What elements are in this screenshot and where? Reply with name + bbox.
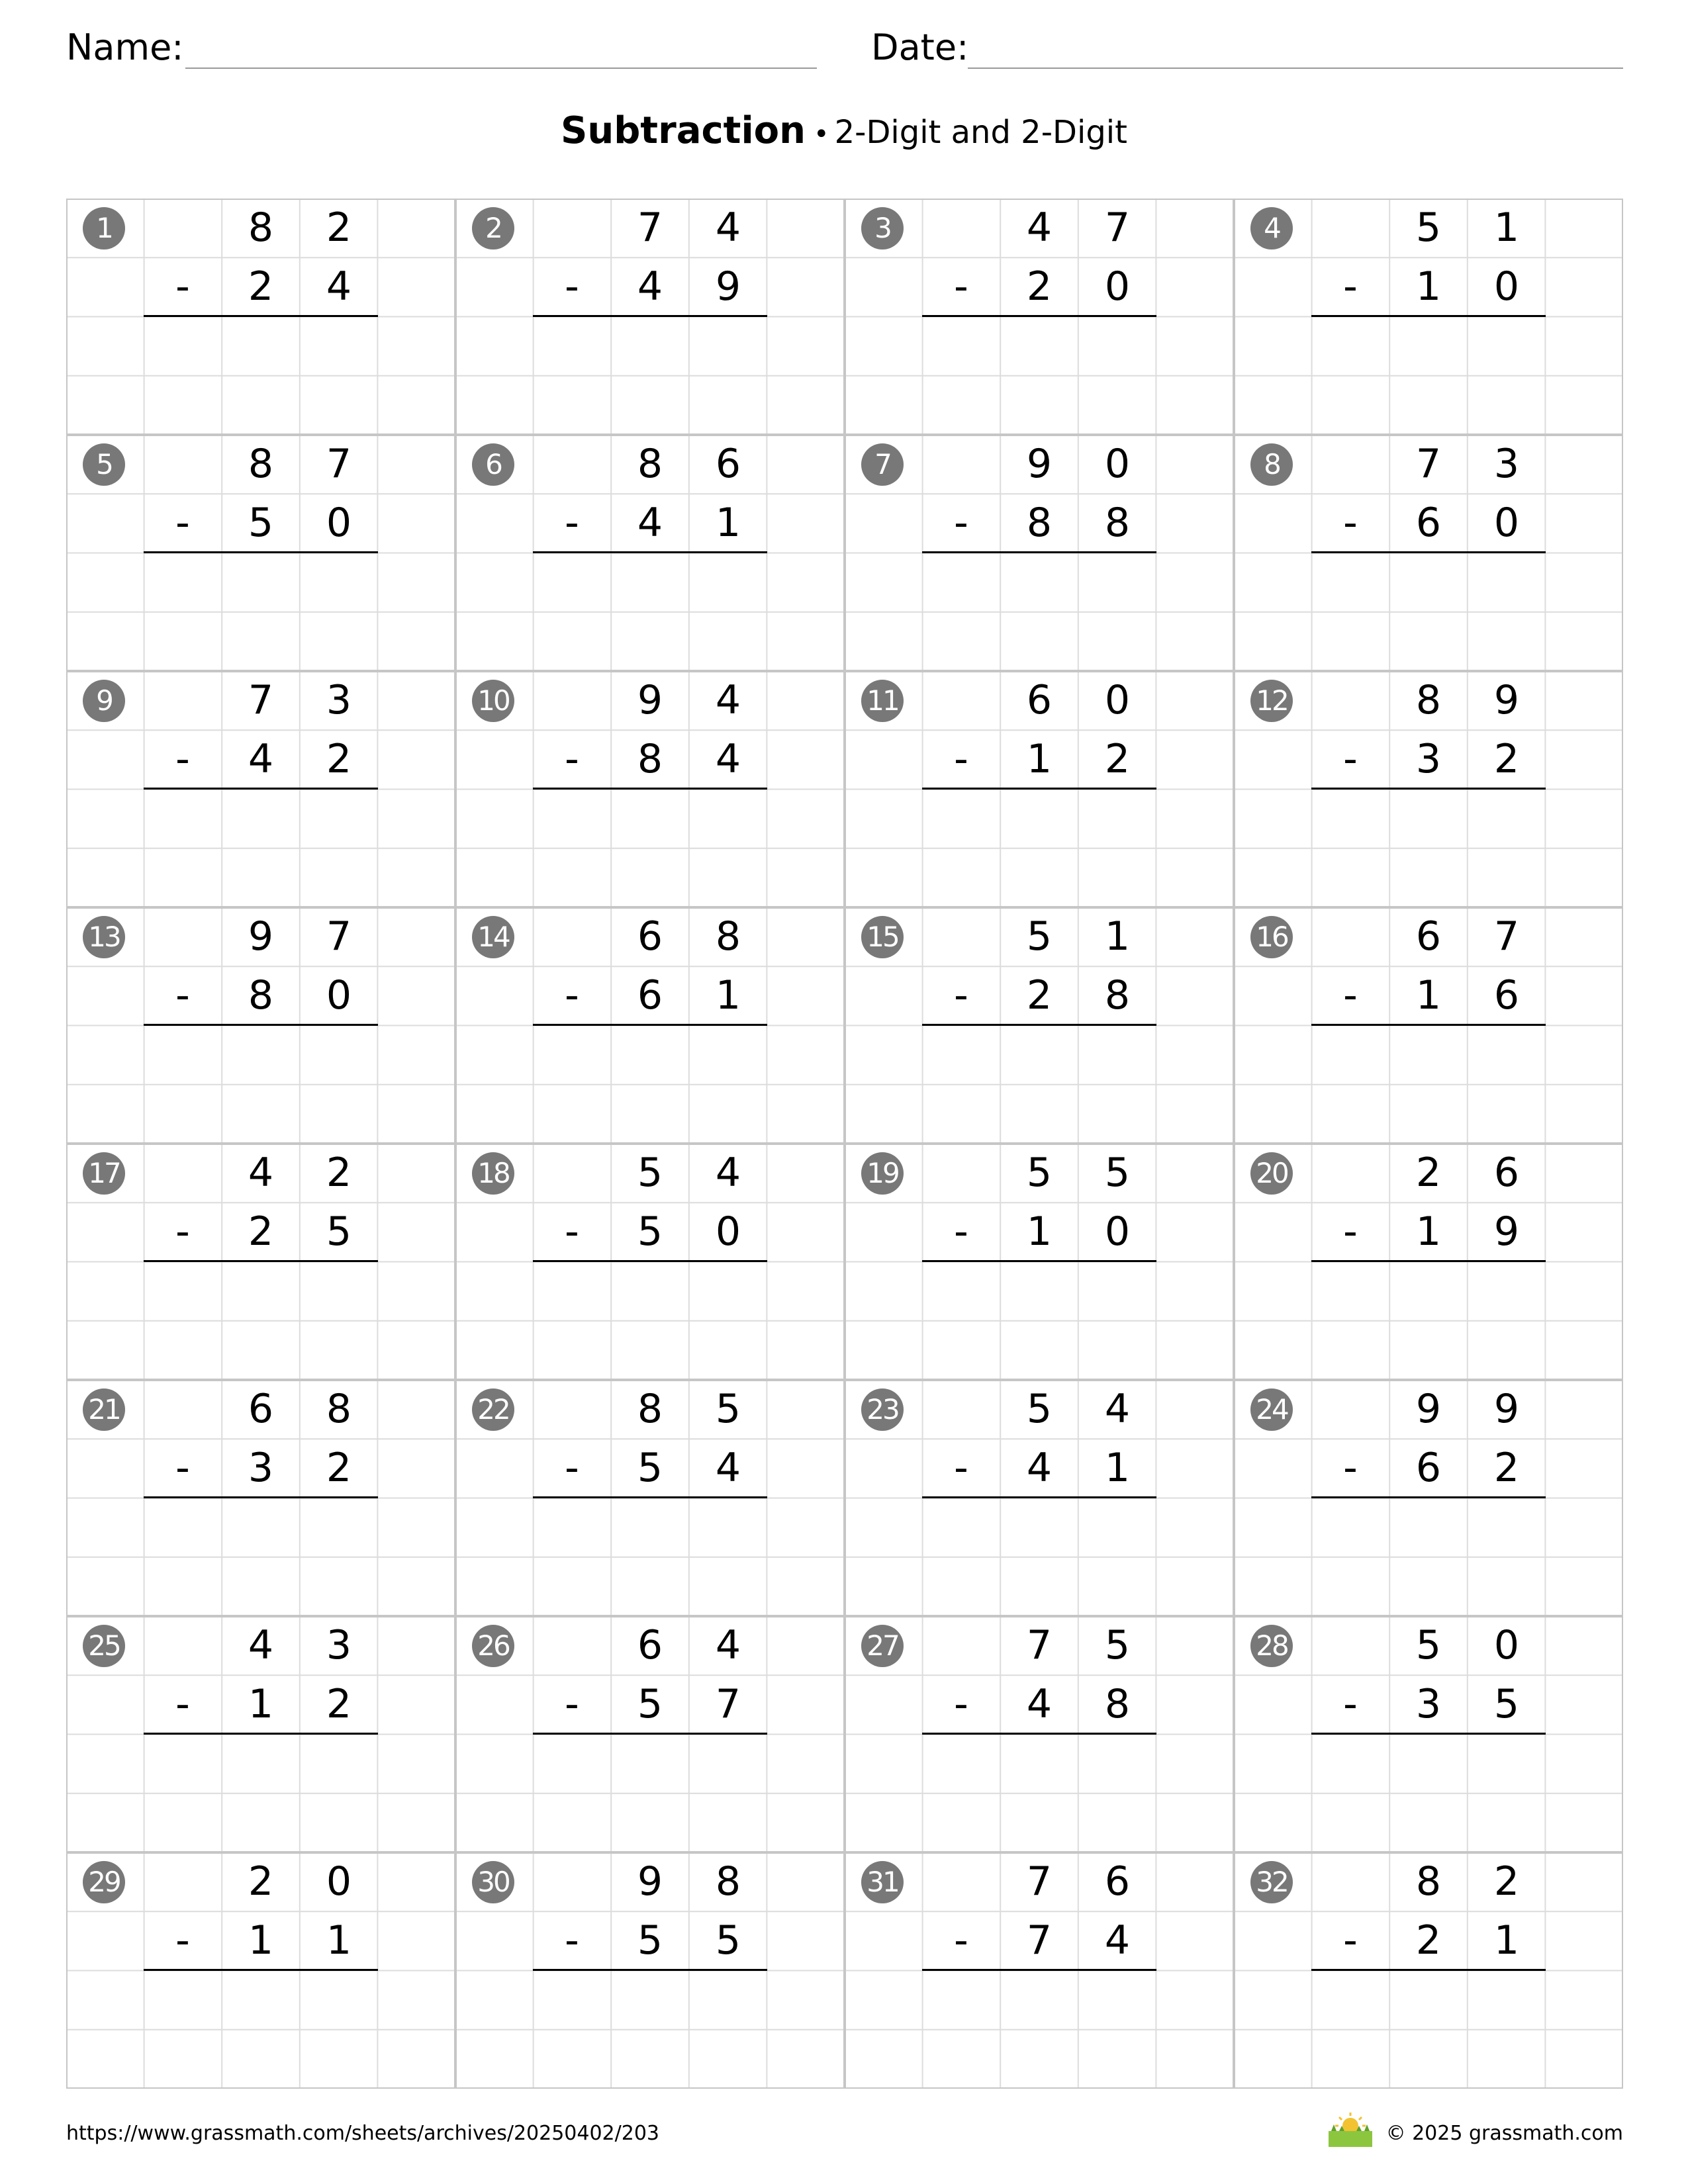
subtrahend-ones-digit: 1 xyxy=(715,500,741,546)
subtrahend-tens-digit: 4 xyxy=(248,736,274,782)
minuend-tens-digit: 9 xyxy=(248,913,274,960)
minus-sign: - xyxy=(1343,1917,1358,1964)
minuend-ones-digit: 0 xyxy=(1104,441,1131,487)
minuend-tens-digit: 6 xyxy=(1026,677,1053,723)
subtrahend-tens-digit: 4 xyxy=(637,263,663,310)
minuend-ones-digit: 9 xyxy=(1493,1386,1520,1432)
problem-20 xyxy=(1234,1144,1623,1380)
problem-11 xyxy=(845,671,1234,907)
answer-line xyxy=(922,1260,1156,1262)
subtrahend-ones-digit: 0 xyxy=(1493,500,1520,546)
problem-27 xyxy=(845,1616,1234,1852)
minus-sign: - xyxy=(175,1917,190,1964)
problem-15 xyxy=(845,907,1234,1144)
minuend-ones-digit: 3 xyxy=(326,1622,352,1668)
subtrahend-ones-digit: 0 xyxy=(1493,263,1520,310)
minuend-ones-digit: 7 xyxy=(326,913,352,960)
problem-number-badge: 24 xyxy=(1250,1388,1293,1431)
minuend-tens-digit: 2 xyxy=(1415,1150,1442,1196)
subtrahend-ones-digit: 0 xyxy=(715,1208,741,1255)
answer-line xyxy=(922,1024,1156,1026)
subtrahend-tens-digit: 3 xyxy=(248,1445,274,1491)
problem-17 xyxy=(66,1144,455,1380)
problem-number-badge: 2 xyxy=(472,207,514,250)
minus-sign: - xyxy=(1343,972,1358,1019)
minuend-tens-digit: 4 xyxy=(248,1150,274,1196)
subtrahend-ones-digit: 0 xyxy=(1104,263,1131,310)
problem-4 xyxy=(1234,199,1623,435)
subtrahend-tens-digit: 2 xyxy=(1026,972,1053,1019)
problem-31 xyxy=(845,1852,1234,2089)
minuend-tens-digit: 9 xyxy=(637,1858,663,1905)
answer-line xyxy=(144,1024,378,1026)
minus-sign: - xyxy=(1343,736,1358,782)
answer-line xyxy=(144,1260,378,1262)
problem-number-badge: 29 xyxy=(83,1861,125,1903)
minus-sign: - xyxy=(954,1917,968,1964)
problem-number-badge: 6 xyxy=(472,443,514,486)
problem-1 xyxy=(66,199,455,435)
problem-24 xyxy=(1234,1380,1623,1616)
problem-9 xyxy=(66,671,455,907)
subtrahend-ones-digit: 2 xyxy=(326,736,352,782)
problem-21 xyxy=(66,1380,455,1616)
subtrahend-ones-digit: 0 xyxy=(1104,1208,1131,1255)
answer-line xyxy=(144,1969,378,1971)
minus-sign: - xyxy=(1343,1681,1358,1727)
answer-line xyxy=(1311,788,1546,790)
subtrahend-tens-digit: 3 xyxy=(1415,1681,1442,1727)
answer-line xyxy=(1311,1260,1546,1262)
subtrahend-ones-digit: 4 xyxy=(1104,1917,1131,1964)
problem-19 xyxy=(845,1144,1234,1380)
subtrahend-tens-digit: 1 xyxy=(248,1917,274,1964)
answer-line xyxy=(533,1733,767,1735)
answer-line xyxy=(533,788,767,790)
minuend-tens-digit: 5 xyxy=(1415,205,1442,251)
answer-line xyxy=(1311,1496,1546,1498)
problem-number-badge: 13 xyxy=(83,916,125,958)
problem-number-badge: 9 xyxy=(83,680,125,722)
problem-26 xyxy=(455,1616,845,1852)
subtrahend-ones-digit: 5 xyxy=(1493,1681,1520,1727)
problem-29 xyxy=(66,1852,455,2089)
name-line[interactable] xyxy=(185,68,817,69)
minus-sign: - xyxy=(954,1445,968,1491)
problem-number-badge: 32 xyxy=(1250,1861,1293,1903)
minuend-ones-digit: 6 xyxy=(1104,1858,1131,1905)
minuend-ones-digit: 5 xyxy=(1104,1150,1131,1196)
minuend-tens-digit: 8 xyxy=(1415,677,1442,723)
answer-line xyxy=(922,551,1156,553)
minuend-ones-digit: 8 xyxy=(326,1386,352,1432)
answer-line xyxy=(922,788,1156,790)
minus-sign: - xyxy=(175,1445,190,1491)
problem-number-badge: 16 xyxy=(1250,916,1293,958)
problem-number-badge: 4 xyxy=(1250,207,1293,250)
subtrahend-ones-digit: 2 xyxy=(326,1445,352,1491)
answer-line xyxy=(533,551,767,553)
answer-line xyxy=(1311,1024,1546,1026)
problem-number-badge: 18 xyxy=(472,1152,514,1195)
subtrahend-ones-digit: 0 xyxy=(326,972,352,1019)
problem-number-badge: 27 xyxy=(861,1625,904,1667)
problem-32 xyxy=(1234,1852,1623,2089)
minus-sign: - xyxy=(954,972,968,1019)
minus-sign: - xyxy=(565,500,579,546)
answer-line xyxy=(144,788,378,790)
answer-line xyxy=(922,1733,1156,1735)
minuend-tens-digit: 6 xyxy=(637,913,663,960)
subtrahend-ones-digit: 8 xyxy=(1104,500,1131,546)
problem-number-badge: 26 xyxy=(472,1625,514,1667)
minuend-ones-digit: 8 xyxy=(715,1858,741,1905)
answer-line xyxy=(1311,1733,1546,1735)
footer-url: https://www.grassmath.com/sheets/archives/20250402/203 xyxy=(66,2122,660,2145)
minuend-tens-digit: 7 xyxy=(1026,1858,1053,1905)
subtrahend-ones-digit: 1 xyxy=(1104,1445,1131,1491)
subtrahend-ones-digit: 5 xyxy=(715,1917,741,1964)
answer-line xyxy=(533,1260,767,1262)
minuend-tens-digit: 7 xyxy=(1026,1622,1053,1668)
subtrahend-ones-digit: 7 xyxy=(715,1681,741,1727)
minuend-ones-digit: 0 xyxy=(1493,1622,1520,1668)
subtrahend-tens-digit: 1 xyxy=(1415,1208,1442,1255)
minuend-tens-digit: 6 xyxy=(248,1386,274,1432)
answer-line xyxy=(922,1496,1156,1498)
minuend-tens-digit: 8 xyxy=(637,441,663,487)
minus-sign: - xyxy=(954,736,968,782)
subtrahend-ones-digit: 2 xyxy=(1493,1445,1520,1491)
minuend-ones-digit: 5 xyxy=(1104,1622,1131,1668)
minuend-tens-digit: 2 xyxy=(248,1858,274,1905)
problem-number-badge: 10 xyxy=(472,680,514,722)
problem-number-badge: 17 xyxy=(83,1152,125,1195)
minus-sign: - xyxy=(1343,263,1358,310)
problem-16 xyxy=(1234,907,1623,1144)
subtrahend-tens-digit: 2 xyxy=(248,1208,274,1255)
subtrahend-ones-digit: 1 xyxy=(1493,1917,1520,1964)
minuend-ones-digit: 6 xyxy=(715,441,741,487)
subtrahend-ones-digit: 2 xyxy=(1104,736,1131,782)
minus-sign: - xyxy=(175,500,190,546)
title-subtitle: 2-Digit and 2-Digit xyxy=(834,114,1127,151)
problem-number-badge: 28 xyxy=(1250,1625,1293,1667)
minus-sign: - xyxy=(565,1208,579,1255)
subtrahend-tens-digit: 6 xyxy=(637,972,663,1019)
page-title xyxy=(0,106,1688,165)
minus-sign: - xyxy=(954,500,968,546)
answer-line xyxy=(1311,551,1546,553)
minus-sign: - xyxy=(175,1208,190,1255)
subtrahend-ones-digit: 4 xyxy=(715,736,741,782)
problem-14 xyxy=(455,907,845,1144)
subtrahend-tens-digit: 2 xyxy=(1026,263,1053,310)
subtrahend-ones-digit: 2 xyxy=(326,1681,352,1727)
minuend-tens-digit: 6 xyxy=(1415,913,1442,960)
problem-number-badge: 3 xyxy=(861,207,904,250)
minuend-ones-digit: 8 xyxy=(715,913,741,960)
subtrahend-ones-digit: 0 xyxy=(326,500,352,546)
minuend-tens-digit: 5 xyxy=(1026,913,1053,960)
minuend-ones-digit: 2 xyxy=(1493,1858,1520,1905)
minuend-ones-digit: 4 xyxy=(715,1622,741,1668)
answer-line xyxy=(922,315,1156,317)
problem-number-badge: 25 xyxy=(83,1625,125,1667)
minuend-ones-digit: 3 xyxy=(1493,441,1520,487)
minus-sign: - xyxy=(175,263,190,310)
subtrahend-tens-digit: 1 xyxy=(1415,972,1442,1019)
subtrahend-ones-digit: 8 xyxy=(1104,972,1131,1019)
subtrahend-tens-digit: 4 xyxy=(1026,1445,1053,1491)
minuend-ones-digit: 3 xyxy=(326,677,352,723)
minuend-ones-digit: 5 xyxy=(715,1386,741,1432)
minuend-tens-digit: 4 xyxy=(1026,205,1053,251)
minuend-tens-digit: 7 xyxy=(248,677,274,723)
minuend-ones-digit: 7 xyxy=(1493,913,1520,960)
grass-sun-icon xyxy=(1327,2111,1374,2148)
subtrahend-ones-digit: 6 xyxy=(1493,972,1520,1019)
problem-number-badge: 20 xyxy=(1250,1152,1293,1195)
minuend-ones-digit: 7 xyxy=(326,441,352,487)
title-separator: • xyxy=(813,119,829,150)
minuend-tens-digit: 8 xyxy=(637,1386,663,1432)
problem-22 xyxy=(455,1380,845,1616)
problem-2 xyxy=(455,199,845,435)
subtrahend-tens-digit: 1 xyxy=(1026,1208,1053,1255)
minuend-tens-digit: 5 xyxy=(1415,1622,1442,1668)
problem-number-badge: 8 xyxy=(1250,443,1293,486)
footer-copyright: © 2025 grassmath.com xyxy=(1385,2122,1623,2145)
worksheet-grid xyxy=(66,199,1623,2089)
problem-number-badge: 15 xyxy=(861,916,904,958)
problem-number-badge: 23 xyxy=(861,1388,904,1431)
minuend-tens-digit: 4 xyxy=(248,1622,274,1668)
answer-line xyxy=(144,315,378,317)
minus-sign: - xyxy=(565,972,579,1019)
minuend-ones-digit: 9 xyxy=(1493,677,1520,723)
subtrahend-tens-digit: 1 xyxy=(1415,263,1442,310)
problem-23 xyxy=(845,1380,1234,1616)
subtrahend-ones-digit: 4 xyxy=(715,1445,741,1491)
minuend-tens-digit: 5 xyxy=(1026,1386,1053,1432)
subtrahend-ones-digit: 8 xyxy=(1104,1681,1131,1727)
subtrahend-tens-digit: 2 xyxy=(1415,1917,1442,1964)
minus-sign: - xyxy=(175,736,190,782)
problem-13 xyxy=(66,907,455,1144)
problem-number-badge: 21 xyxy=(83,1388,125,1431)
minuend-tens-digit: 8 xyxy=(1415,1858,1442,1905)
problem-7 xyxy=(845,435,1234,671)
minuend-ones-digit: 7 xyxy=(1104,205,1131,251)
problem-12 xyxy=(1234,671,1623,907)
problem-number-badge: 19 xyxy=(861,1152,904,1195)
problem-5 xyxy=(66,435,455,671)
minus-sign: - xyxy=(565,1917,579,1964)
subtrahend-tens-digit: 8 xyxy=(1026,500,1053,546)
minuend-ones-digit: 1 xyxy=(1493,205,1520,251)
subtrahend-ones-digit: 4 xyxy=(326,263,352,310)
minus-sign: - xyxy=(954,1681,968,1727)
name-label: Name: xyxy=(66,26,184,68)
subtrahend-tens-digit: 5 xyxy=(637,1681,663,1727)
problem-10 xyxy=(455,671,845,907)
minuend-ones-digit: 1 xyxy=(1104,913,1131,960)
minuend-tens-digit: 8 xyxy=(248,441,274,487)
subtrahend-tens-digit: 8 xyxy=(637,736,663,782)
minuend-ones-digit: 6 xyxy=(1493,1150,1520,1196)
minuend-ones-digit: 0 xyxy=(326,1858,352,1905)
subtrahend-tens-digit: 3 xyxy=(1415,736,1442,782)
minus-sign: - xyxy=(1343,1445,1358,1491)
subtrahend-tens-digit: 2 xyxy=(248,263,274,310)
problem-number-badge: 31 xyxy=(861,1861,904,1903)
minuend-tens-digit: 7 xyxy=(637,205,663,251)
minuend-tens-digit: 5 xyxy=(637,1150,663,1196)
date-label: Date: xyxy=(871,26,969,68)
answer-line xyxy=(1311,315,1546,317)
minus-sign: - xyxy=(954,263,968,310)
problem-18 xyxy=(455,1144,845,1380)
subtrahend-ones-digit: 5 xyxy=(326,1208,352,1255)
date-line[interactable] xyxy=(968,68,1623,69)
minuend-ones-digit: 4 xyxy=(715,1150,741,1196)
answer-line xyxy=(533,1496,767,1498)
minuend-tens-digit: 8 xyxy=(248,205,274,251)
problem-8 xyxy=(1234,435,1623,671)
problem-30 xyxy=(455,1852,845,2089)
subtrahend-ones-digit: 2 xyxy=(1493,736,1520,782)
minus-sign: - xyxy=(175,972,190,1019)
subtrahend-tens-digit: 5 xyxy=(248,500,274,546)
answer-line xyxy=(1311,1969,1546,1971)
problem-3 xyxy=(845,199,1234,435)
title-main: Subtraction xyxy=(561,109,806,152)
problem-number-badge: 12 xyxy=(1250,680,1293,722)
subtrahend-tens-digit: 6 xyxy=(1415,1445,1442,1491)
subtrahend-tens-digit: 6 xyxy=(1415,500,1442,546)
problem-number-badge: 14 xyxy=(472,916,514,958)
minus-sign: - xyxy=(954,1208,968,1255)
answer-line xyxy=(533,1969,767,1971)
minuend-ones-digit: 4 xyxy=(715,205,741,251)
subtrahend-tens-digit: 7 xyxy=(1026,1917,1053,1964)
minuend-tens-digit: 9 xyxy=(637,677,663,723)
problem-number-badge: 5 xyxy=(83,443,125,486)
answer-line xyxy=(144,1496,378,1498)
problem-number-badge: 11 xyxy=(861,680,904,722)
minuend-tens-digit: 6 xyxy=(637,1622,663,1668)
subtrahend-tens-digit: 4 xyxy=(637,500,663,546)
subtrahend-tens-digit: 5 xyxy=(637,1208,663,1255)
minuend-ones-digit: 4 xyxy=(715,677,741,723)
answer-line xyxy=(144,1733,378,1735)
minus-sign: - xyxy=(565,1445,579,1491)
subtrahend-ones-digit: 9 xyxy=(1493,1208,1520,1255)
minuend-tens-digit: 5 xyxy=(1026,1150,1053,1196)
minus-sign: - xyxy=(1343,1208,1358,1255)
problem-28 xyxy=(1234,1616,1623,1852)
problem-6 xyxy=(455,435,845,671)
subtrahend-tens-digit: 4 xyxy=(1026,1681,1053,1727)
subtrahend-tens-digit: 8 xyxy=(248,972,274,1019)
minuend-tens-digit: 7 xyxy=(1415,441,1442,487)
minus-sign: - xyxy=(565,736,579,782)
problem-25 xyxy=(66,1616,455,1852)
problem-number-badge: 7 xyxy=(861,443,904,486)
minus-sign: - xyxy=(1343,500,1358,546)
subtrahend-tens-digit: 1 xyxy=(1026,736,1053,782)
minuend-ones-digit: 4 xyxy=(1104,1386,1131,1432)
minus-sign: - xyxy=(565,1681,579,1727)
minuend-ones-digit: 0 xyxy=(1104,677,1131,723)
answer-line xyxy=(144,551,378,553)
subtrahend-ones-digit: 1 xyxy=(326,1917,352,1964)
minuend-ones-digit: 2 xyxy=(326,205,352,251)
minus-sign: - xyxy=(175,1681,190,1727)
minuend-ones-digit: 2 xyxy=(326,1150,352,1196)
answer-line xyxy=(533,315,767,317)
subtrahend-tens-digit: 5 xyxy=(637,1445,663,1491)
problem-number-badge: 22 xyxy=(472,1388,514,1431)
problem-number-badge: 1 xyxy=(83,207,125,250)
subtrahend-ones-digit: 1 xyxy=(715,972,741,1019)
problem-number-badge: 30 xyxy=(472,1861,514,1903)
minus-sign: - xyxy=(565,263,579,310)
subtrahend-tens-digit: 5 xyxy=(637,1917,663,1964)
minuend-tens-digit: 9 xyxy=(1415,1386,1442,1432)
subtrahend-ones-digit: 9 xyxy=(715,263,741,310)
answer-line xyxy=(533,1024,767,1026)
subtrahend-tens-digit: 1 xyxy=(248,1681,274,1727)
answer-line xyxy=(922,1969,1156,1971)
minuend-tens-digit: 9 xyxy=(1026,441,1053,487)
